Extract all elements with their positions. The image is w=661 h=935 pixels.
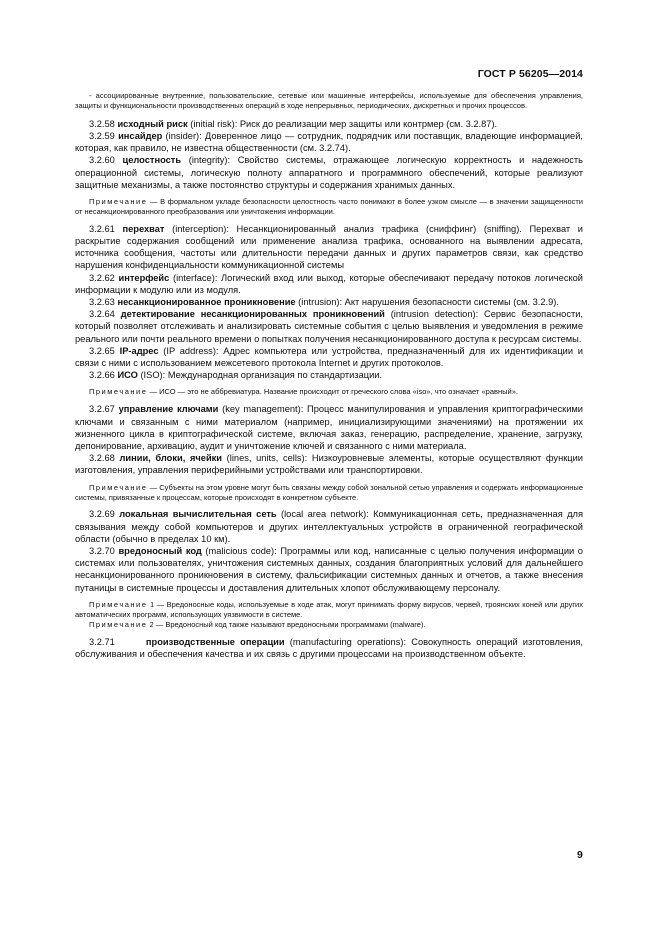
term-entry [75, 636, 583, 660]
term-number: 3.2.68 [89, 453, 115, 464]
term-definition: (key management): Процесс манипулирования и управления криптографическими ключами и связанным с ними материалом (например, инициализирующими значениями) на протяжении их жизненного цикла в криптографической системе, включая заказ, генерацию, распределение, хранение, загрузку, депонирование, архивацию, аудит и уничтожение ключей и связанного с ними материала. [75, 404, 584, 451]
term-definition: (local area network): Коммуникационная сеть, предназначенная для связывания между собой компьютеров и других интеллектуальных устройств в ограниченной географической области (обычно в пределах 10 км). [75, 509, 583, 544]
term-definition: (interception): Несанкционированный анализ трафика (сниффинг) (sniffing). Перехват и раскрытие содержания сообщений или применение анализа трафика, основанного на выявлении адресата, источника сообщения, частоты или длительности передачи данных и других параметров связи, как средство нарушения конфиденциальности коммуникационной системы [75, 223, 583, 271]
term-entry [75, 308, 583, 345]
page-content [75, 91, 583, 660]
term-definition: (lines, units, cells): Низкоуровневые элементы, которые осуществляют функции изготовления, управления периферийными устройствами или транспортировки. [75, 453, 583, 476]
term-entry [75, 296, 583, 308]
term-title: ИСО [117, 370, 138, 381]
term-number: 3.2.59 [89, 131, 115, 142]
note-text: — Субъекты на этом уровне могут быть связаны между собой зональной сетью управления и содержать информационные системы, привязанные к процессам, которые происходят в конкретном субъекте. [75, 482, 583, 502]
term-title: производственные операции [145, 636, 285, 647]
note-label: Примечание [89, 482, 148, 492]
term-entry [75, 223, 583, 272]
term-definition: (intrusion detection): Сервис безопасности, который позволяет отслеживать и анализировать системные события с целью выявления и уведомления в режиме реального или почти реального времени о попытках получения несанкционированного доступа к ресурсам системы. [75, 309, 583, 344]
term-number: 3.2.71 [89, 636, 115, 647]
note-text: 2 — Вредоносный код также называют вредоносными программами (malware). [149, 619, 426, 629]
term-title: перехват [122, 223, 165, 234]
note [75, 483, 583, 503]
term-definition: (insider): Доверенное лицо — сотрудник, подрядчик или поставщик, владеющие информацией, которая, как правило, не известна общественности (см. 3.2.74). [75, 131, 583, 154]
note-label: Примечание [89, 599, 148, 609]
term-definition: (intrusion): Акт нарушения безопасности системы (см. 3.2.9). [295, 297, 559, 308]
term-entry [75, 130, 583, 154]
term-entry [75, 452, 583, 476]
term-number: 3.2.61 [89, 223, 115, 234]
term-entry [75, 508, 583, 545]
term-number: 3.2.63 [89, 297, 115, 308]
term-entry [75, 545, 583, 594]
term-entry [75, 118, 583, 130]
term-title: линии, блоки, ячейки [119, 453, 223, 464]
note [75, 387, 583, 397]
note-text: — ИСО — это не аббревиатура. Название происходит от греческого слова «iso», что означает «равный». [149, 387, 518, 397]
term-title: управление ключами [118, 404, 219, 415]
note-label: Примечание [89, 387, 148, 397]
term-entry [75, 369, 583, 381]
term-definition: (manufacturing operations): Совокупность операций изготовления, обслуживания и обеспечения качества и их связь с другими процессами на производственном объекте. [75, 636, 584, 659]
note-text: — В формальном укладе безопасности целостность часто понимают в более узком смысле — в значении защищенности от несанкционированного преобразования или уничтожения информации. [75, 197, 583, 216]
term-number: 3.2.60 [89, 155, 115, 166]
term-number: 3.2.64 [89, 309, 115, 320]
term-definition: (initial risk): Риск до реализации мер защиты или контрмер (см. 3.2.87). [187, 118, 498, 129]
term-number: 3.2.70 [89, 546, 115, 557]
term-title: инсайдер [118, 131, 163, 142]
term-definition: (interface): Логический вход или выход, которые обеспечивают передачу потоков логической информации к модулю или из модуля. [75, 272, 583, 295]
page-number: 9 [577, 849, 583, 861]
term-number: 3.2.67 [89, 404, 115, 415]
term-title: интерфейс [118, 272, 170, 283]
term-title: IP-адрес [119, 345, 159, 356]
note [75, 600, 583, 620]
term-title: локальная вычислительная сеть [119, 509, 277, 520]
term-title: целостность [122, 155, 182, 166]
note [75, 620, 583, 630]
term-entry [75, 403, 583, 452]
term-definition: (integrity): Свойство системы, отражающее логическую корректность и надежность операционной системы, логическую полноту аппаратного и программного обеспечений, которые реализуют защитные механизмы, а также постоянство структуры и содержания хранимых данных. [75, 155, 583, 190]
term-title: исходный риск [117, 118, 188, 129]
note-label: Примечание [89, 619, 148, 629]
note-label: Примечание [89, 197, 148, 207]
intro-continuation: - ассоциированные внутренние, пользовательские, сетевые или машинные интерфейсы, используемые для обеспечения управления, защиты и функциональности производственных операций в ходе непрерывных, периодических, дискретных и прочих процессов. [75, 91, 583, 110]
term-number: 3.2.65 [89, 345, 115, 356]
term-title: детектирование несанкционированных проникновений [120, 309, 385, 320]
note [75, 197, 583, 217]
term-number: 3.2.62 [89, 272, 115, 283]
term-entry [75, 272, 583, 296]
term-definition: (IP address): Адрес компьютера или устройства, предназначенный для их идентификации и связи с ними с использованием межсетевого протокола Internet и других протоколов. [75, 345, 583, 369]
term-number: 3.2.66 [89, 370, 115, 381]
term-number: 3.2.69 [89, 509, 115, 520]
term-number: 3.2.58 [89, 118, 115, 129]
term-definition: (ISO): Международная организация по стандартизации. [137, 370, 383, 381]
term-entry [75, 345, 583, 369]
term-definition: (malicious code): Программы или код, написанные с целью получения информации о системах или пользователях, уничтожения системных данных, создания благоприятных условий для дальнейшего несанкционированного проникновения в систему, фальсификации системных данных и отчетов, а также внесения путаницы в системные процессы и доставления длительных хлопот обслуживающему персоналу. [75, 546, 583, 593]
term-title: несанкционированное проникновение [117, 297, 296, 308]
standard-header: ГОСТ Р 56205—2014 [477, 68, 583, 80]
term-entry [75, 154, 583, 191]
term-title: вредоносный код [118, 546, 202, 557]
note-text: 1 — Вредоносные коды, используемые в ходе атак, могут принимать форму вирусов, червей, троянских коней или других автоматических программ, использующих уязвимости в системе. [75, 599, 583, 619]
